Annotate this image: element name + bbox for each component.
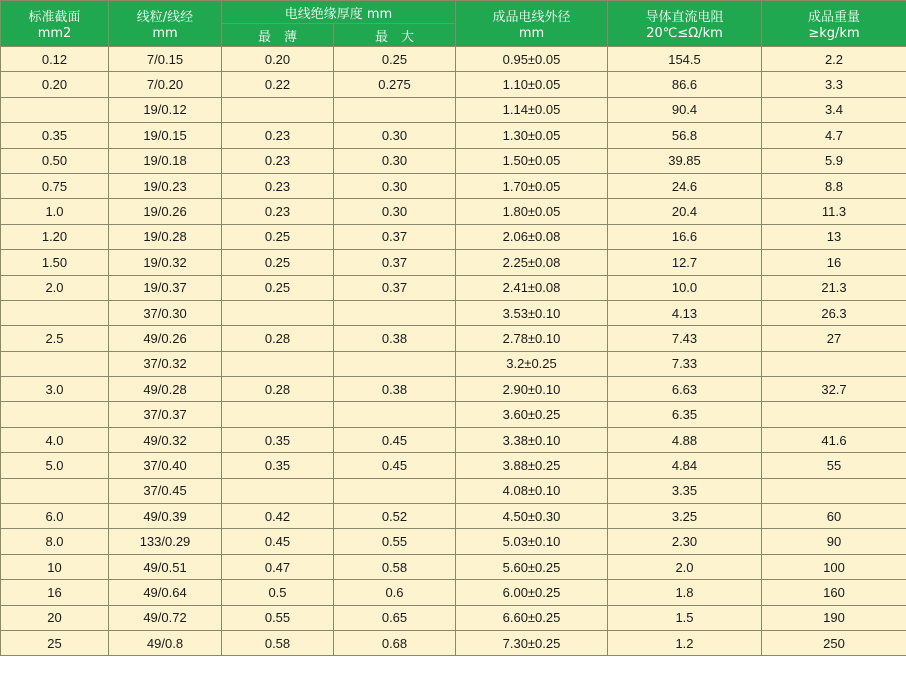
- cell-dc-resistance: 6.35: [608, 402, 762, 427]
- cell-insulation-min: 0.47: [222, 554, 334, 579]
- cell-insulation-max: 0.30: [334, 173, 456, 198]
- header-insulation-max: 最 大: [334, 24, 456, 47]
- cell-dc-resistance: 4.13: [608, 300, 762, 325]
- table-row: [1, 275, 906, 300]
- cell-dc-resistance: 1.8: [608, 580, 762, 605]
- cell-outer-diameter: 2.78±0.10: [456, 326, 608, 351]
- cell-insulation-min: 0.22: [222, 72, 334, 97]
- cell-insulation-max: [334, 351, 456, 376]
- table-row: [1, 148, 906, 173]
- cell-insulation-max: 0.45: [334, 427, 456, 452]
- cell-cross-section: 1.0: [1, 199, 109, 224]
- cell-dc-resistance: 24.6: [608, 173, 762, 198]
- cell-insulation-min: [222, 97, 334, 122]
- cell-insulation-max: 0.52: [334, 504, 456, 529]
- cell-outer-diameter: 0.95±0.05: [456, 47, 608, 72]
- table-row: [1, 377, 906, 402]
- cell-insulation-max: 0.45: [334, 453, 456, 478]
- cell-weight: [762, 478, 906, 503]
- cell-cross-section: 8.0: [1, 529, 109, 554]
- cell-insulation-max: 0.38: [334, 377, 456, 402]
- cell-insulation-min: 0.23: [222, 173, 334, 198]
- cell-outer-diameter: 1.30±0.05: [456, 123, 608, 148]
- cell-dc-resistance: 90.4: [608, 97, 762, 122]
- cell-cross-section: [1, 402, 109, 427]
- cell-outer-diameter: 3.38±0.10: [456, 427, 608, 452]
- cell-weight: 21.3: [762, 275, 906, 300]
- cell-weight: 32.7: [762, 377, 906, 402]
- cell-weight: 27: [762, 326, 906, 351]
- cell-strand: 19/0.12: [109, 97, 222, 122]
- cell-cross-section: 2.5: [1, 326, 109, 351]
- table-row: [1, 47, 906, 72]
- cell-outer-diameter: 1.80±0.05: [456, 199, 608, 224]
- cell-cross-section: 0.50: [1, 148, 109, 173]
- cell-strand: 19/0.37: [109, 275, 222, 300]
- header-strand: 线粒/线经 mm: [109, 1, 222, 47]
- cell-insulation-max: 0.65: [334, 605, 456, 630]
- cell-dc-resistance: 1.5: [608, 605, 762, 630]
- cell-insulation-max: 0.6: [334, 580, 456, 605]
- cell-cross-section: 16: [1, 580, 109, 605]
- cell-cross-section: 20: [1, 605, 109, 630]
- cell-insulation-min: [222, 402, 334, 427]
- cell-dc-resistance: 10.0: [608, 275, 762, 300]
- cell-cross-section: 4.0: [1, 427, 109, 452]
- cell-strand: 49/0.28: [109, 377, 222, 402]
- cell-weight: 2.2: [762, 47, 906, 72]
- cell-insulation-min: 0.35: [222, 427, 334, 452]
- cell-insulation-min: 0.28: [222, 326, 334, 351]
- cell-dc-resistance: 16.6: [608, 224, 762, 249]
- cell-outer-diameter: 7.30±0.25: [456, 630, 608, 655]
- cell-cross-section: 2.0: [1, 275, 109, 300]
- cell-weight: 26.3: [762, 300, 906, 325]
- cell-insulation-max: [334, 97, 456, 122]
- cell-weight: 41.6: [762, 427, 906, 452]
- header-cross-section: 标准截面 mm2: [1, 1, 109, 47]
- table-row: [1, 453, 906, 478]
- table-row: [1, 605, 906, 630]
- table-header: [1, 1, 906, 47]
- cell-weight: [762, 351, 906, 376]
- cell-weight: 4.7: [762, 123, 906, 148]
- table-row: [1, 427, 906, 452]
- header-weight: 成品重量 ≥kg/km: [762, 1, 906, 47]
- cell-outer-diameter: 1.14±0.05: [456, 97, 608, 122]
- header-dc-resistance: 导体直流电阻 20℃≤Ω/km: [608, 1, 762, 47]
- cell-insulation-max: 0.38: [334, 326, 456, 351]
- cell-outer-diameter: 1.70±0.05: [456, 173, 608, 198]
- cell-dc-resistance: 12.7: [608, 250, 762, 275]
- cell-weight: 8.8: [762, 173, 906, 198]
- cell-outer-diameter: 1.10±0.05: [456, 72, 608, 97]
- cell-cross-section: [1, 478, 109, 503]
- cell-outer-diameter: 1.50±0.05: [456, 148, 608, 173]
- cell-weight: 16: [762, 250, 906, 275]
- table-row: [1, 554, 906, 579]
- cell-cross-section: 5.0: [1, 453, 109, 478]
- cell-cross-section: 0.12: [1, 47, 109, 72]
- table-row: [1, 402, 906, 427]
- cell-dc-resistance: 1.2: [608, 630, 762, 655]
- cell-strand: 49/0.26: [109, 326, 222, 351]
- cell-insulation-max: 0.275: [334, 72, 456, 97]
- cell-insulation-min: 0.23: [222, 199, 334, 224]
- cell-outer-diameter: 6.00±0.25: [456, 580, 608, 605]
- cell-insulation-max: 0.30: [334, 123, 456, 148]
- cell-cross-section: 1.20: [1, 224, 109, 249]
- cell-outer-diameter: 2.25±0.08: [456, 250, 608, 275]
- table-row: [1, 300, 906, 325]
- cell-dc-resistance: 4.84: [608, 453, 762, 478]
- cell-strand: 133/0.29: [109, 529, 222, 554]
- cell-outer-diameter: 4.08±0.10: [456, 478, 608, 503]
- table-row: [1, 504, 906, 529]
- cell-outer-diameter: 2.90±0.10: [456, 377, 608, 402]
- cell-strand: 49/0.72: [109, 605, 222, 630]
- cell-insulation-min: 0.25: [222, 224, 334, 249]
- header-insulation-thickness: 电线绝缘厚度 mm: [222, 1, 456, 24]
- table-row: [1, 199, 906, 224]
- cell-dc-resistance: 56.8: [608, 123, 762, 148]
- cell-insulation-max: 0.25: [334, 47, 456, 72]
- cell-insulation-min: 0.5: [222, 580, 334, 605]
- cell-outer-diameter: 2.41±0.08: [456, 275, 608, 300]
- header-insulation-min: 最 薄: [222, 24, 334, 47]
- cell-weight: 13: [762, 224, 906, 249]
- cell-insulation-max: [334, 300, 456, 325]
- table-body: [1, 47, 906, 656]
- cell-dc-resistance: 6.63: [608, 377, 762, 402]
- cell-weight: 250: [762, 630, 906, 655]
- cell-weight: 100: [762, 554, 906, 579]
- table-row: [1, 326, 906, 351]
- cell-cross-section: 1.50: [1, 250, 109, 275]
- cell-dc-resistance: 7.43: [608, 326, 762, 351]
- cell-cross-section: 6.0: [1, 504, 109, 529]
- cell-insulation-min: 0.35: [222, 453, 334, 478]
- table-row: [1, 97, 906, 122]
- cell-strand: 49/0.8: [109, 630, 222, 655]
- cell-cross-section: 25: [1, 630, 109, 655]
- table-row: [1, 173, 906, 198]
- cell-strand: 19/0.28: [109, 224, 222, 249]
- cell-insulation-max: 0.37: [334, 250, 456, 275]
- cell-insulation-min: [222, 351, 334, 376]
- cell-weight: 160: [762, 580, 906, 605]
- cell-insulation-max: 0.68: [334, 630, 456, 655]
- cell-cross-section: [1, 97, 109, 122]
- cell-insulation-max: 0.58: [334, 554, 456, 579]
- cell-strand: 19/0.26: [109, 199, 222, 224]
- cell-strand: 7/0.15: [109, 47, 222, 72]
- cell-outer-diameter: 6.60±0.25: [456, 605, 608, 630]
- cell-dc-resistance: 4.88: [608, 427, 762, 452]
- table-row: [1, 351, 906, 376]
- table-row: [1, 630, 906, 655]
- cell-insulation-min: 0.23: [222, 123, 334, 148]
- table-row: [1, 529, 906, 554]
- cell-strand: 19/0.23: [109, 173, 222, 198]
- cell-strand: 49/0.64: [109, 580, 222, 605]
- cell-strand: 19/0.18: [109, 148, 222, 173]
- cell-insulation-min: 0.20: [222, 47, 334, 72]
- cell-outer-diameter: 3.53±0.10: [456, 300, 608, 325]
- cell-insulation-max: 0.37: [334, 224, 456, 249]
- cell-dc-resistance: 154.5: [608, 47, 762, 72]
- cell-insulation-min: 0.45: [222, 529, 334, 554]
- cell-cross-section: 3.0: [1, 377, 109, 402]
- cell-cross-section: [1, 300, 109, 325]
- cell-strand: 37/0.37: [109, 402, 222, 427]
- cell-insulation-max: [334, 402, 456, 427]
- cell-strand: 49/0.32: [109, 427, 222, 452]
- table-row: [1, 580, 906, 605]
- cell-weight: 55: [762, 453, 906, 478]
- cell-insulation-min: 0.25: [222, 275, 334, 300]
- cell-outer-diameter: 5.03±0.10: [456, 529, 608, 554]
- table-row: [1, 123, 906, 148]
- cell-outer-diameter: 3.2±0.25: [456, 351, 608, 376]
- cell-outer-diameter: 3.88±0.25: [456, 453, 608, 478]
- cell-strand: 37/0.30: [109, 300, 222, 325]
- cell-insulation-max: 0.37: [334, 275, 456, 300]
- cell-outer-diameter: 2.06±0.08: [456, 224, 608, 249]
- cell-dc-resistance: 3.35: [608, 478, 762, 503]
- cell-dc-resistance: 2.0: [608, 554, 762, 579]
- cell-cross-section: [1, 351, 109, 376]
- cell-cross-section: 0.75: [1, 173, 109, 198]
- cell-outer-diameter: 5.60±0.25: [456, 554, 608, 579]
- cell-strand: 49/0.39: [109, 504, 222, 529]
- cell-dc-resistance: 7.33: [608, 351, 762, 376]
- cell-dc-resistance: 39.85: [608, 148, 762, 173]
- cell-strand: 37/0.32: [109, 351, 222, 376]
- cell-insulation-min: 0.28: [222, 377, 334, 402]
- table-row: [1, 478, 906, 503]
- cell-outer-diameter: 3.60±0.25: [456, 402, 608, 427]
- cell-cross-section: 0.20: [1, 72, 109, 97]
- cell-insulation-min: 0.42: [222, 504, 334, 529]
- header-outer-diameter: 成品电线外径 mm: [456, 1, 608, 47]
- cell-weight: 90: [762, 529, 906, 554]
- cell-strand: 19/0.32: [109, 250, 222, 275]
- cell-dc-resistance: 86.6: [608, 72, 762, 97]
- cell-insulation-max: 0.30: [334, 148, 456, 173]
- table-row: [1, 250, 906, 275]
- cell-insulation-min: 0.55: [222, 605, 334, 630]
- cell-strand: 37/0.45: [109, 478, 222, 503]
- cell-insulation-max: 0.55: [334, 529, 456, 554]
- cell-weight: 3.3: [762, 72, 906, 97]
- cell-weight: 3.4: [762, 97, 906, 122]
- cell-dc-resistance: 2.30: [608, 529, 762, 554]
- cell-strand: 19/0.15: [109, 123, 222, 148]
- cell-insulation-min: 0.23: [222, 148, 334, 173]
- cell-weight: 60: [762, 504, 906, 529]
- cell-weight: 11.3: [762, 199, 906, 224]
- cell-dc-resistance: 20.4: [608, 199, 762, 224]
- cell-weight: 5.9: [762, 148, 906, 173]
- table-row: [1, 224, 906, 249]
- cell-insulation-min: 0.58: [222, 630, 334, 655]
- table-row: [1, 72, 906, 97]
- cell-insulation-max: [334, 478, 456, 503]
- cell-weight: [762, 402, 906, 427]
- cell-cross-section: 0.35: [1, 123, 109, 148]
- cell-dc-resistance: 3.25: [608, 504, 762, 529]
- cell-strand: 7/0.20: [109, 72, 222, 97]
- cell-insulation-min: 0.25: [222, 250, 334, 275]
- cell-weight: 190: [762, 605, 906, 630]
- cell-insulation-min: [222, 478, 334, 503]
- cell-cross-section: 10: [1, 554, 109, 579]
- cell-strand: 37/0.40: [109, 453, 222, 478]
- cell-insulation-max: 0.30: [334, 199, 456, 224]
- cell-insulation-min: [222, 300, 334, 325]
- cell-outer-diameter: 4.50±0.30: [456, 504, 608, 529]
- cell-strand: 49/0.51: [109, 554, 222, 579]
